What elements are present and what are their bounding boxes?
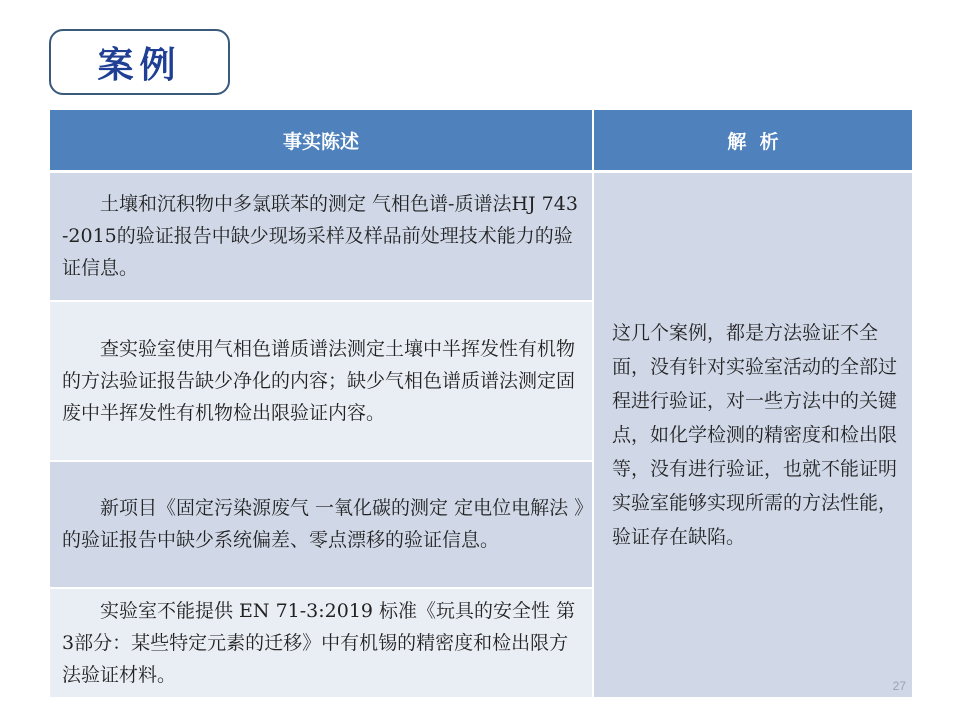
fact-cell-3: 新项目《固定污染源废气 一氧化碳的测定 定电位电解法 》的验证报告中缺少系统偏差、零点漂移的验证信息。 bbox=[50, 461, 593, 588]
fact-cell-1: 土壤和沉积物中多氯联苯的测定 气相色谱-质谱法HJ 743-2015的验证报告中缺少现场采样及样品前处理技术能力的验证信息。 bbox=[50, 172, 593, 301]
analysis-cell: 这几个案例，都是方法验证不全面，没有针对实验室活动的全部过程进行验证，对一些方法中的关键点，如化学检测的精密度和检出限等，没有进行验证，也就不能证明实验室能够实现所需的方法性能，验证存在缺陷。 bbox=[593, 172, 912, 698]
page-title: 案例 bbox=[97, 44, 182, 86]
header-analysis: 解 析 bbox=[593, 110, 912, 172]
header-fact: 事实陈述 bbox=[50, 110, 593, 172]
table-row bbox=[50, 172, 912, 301]
fact-cell-2: 查实验室使用气相色谱质谱法测定土壤中半挥发性有机物的方法验证报告缺少净化的内容；缺少气相色谱质谱法测定固废中半挥发性有机物检出限验证内容。 bbox=[50, 301, 593, 461]
page-number: 27 bbox=[892, 679, 906, 693]
table-header-row bbox=[50, 110, 912, 172]
title-box bbox=[49, 29, 230, 95]
case-table bbox=[50, 110, 912, 699]
fact-cell-4: 实验室不能提供 EN 71-3:2019 标准《玩具的安全性 第3部分：某些特定元素的迁移》中有机锡的精密度和检出限方法验证材料。 bbox=[50, 588, 593, 698]
